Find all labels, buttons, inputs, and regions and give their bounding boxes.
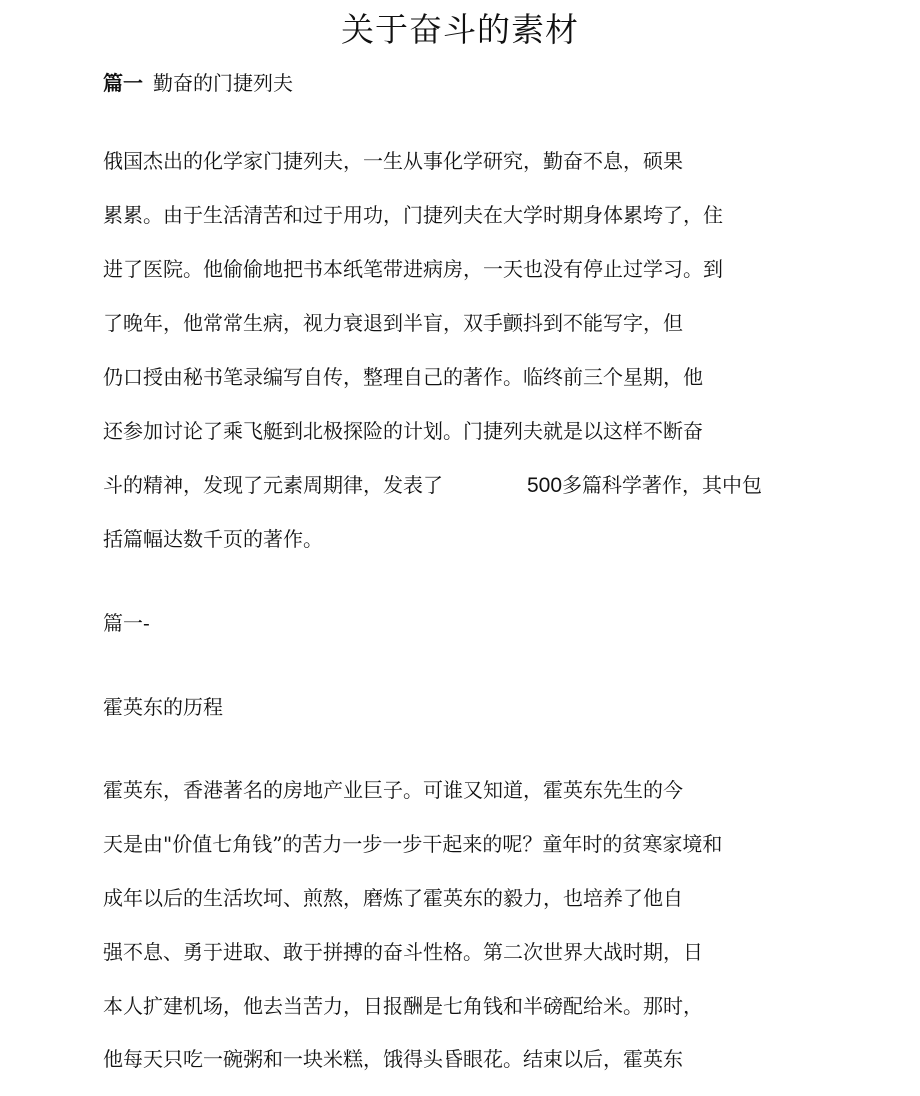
paragraph1-line-7-start: 斗的精神，发现了元素周期律，发表了 (103, 473, 443, 497)
section1-heading (103, 68, 293, 98)
paragraph2-line-1: 霍英东，香港著名的房地产业巨子。可谁又知道，霍英东先生的今 (103, 778, 683, 802)
paragraph1-line-8: 括篇幅达数千页的著作。 (103, 527, 323, 551)
document-title: 关于奋斗的素材 (341, 10, 579, 49)
section2-heading: 霍英东的历程 (103, 695, 223, 719)
paragraph1-line-4: 了晚年，他常常生病，视力衰退到半盲，双手颤抖到不能写字，但 (103, 311, 683, 335)
paragraph2-line-4: 强不息、勇于进取、敢于拼搏的奋斗性格。第二次世界大战时期，日 (103, 940, 703, 964)
paragraph1-line-2: 累累。由于生活清苦和过于用功，门捷列夫在大学时期身体累垮了，住 (103, 203, 723, 227)
paragraph2-line-3: 成年以后的生活坎坷、煎熬，磨炼了霍英东的毅力，也培养了他自 (103, 886, 683, 910)
paragraph1-line-7-number: 500 (527, 474, 563, 497)
paragraph1-line-3: 进了医院。他偷偷地把书本纸笔带进病房，一天也没有停止过学习。到 (103, 257, 723, 281)
section2-label: 篇一- (103, 611, 150, 635)
paragraph1-line-7-end: 多篇科学著作，其中包 (562, 473, 763, 497)
paragraph1-line-1: 俄国杰出的化学家门捷列夫，一生从事化学研究，勤奋不息，硕果 (103, 149, 683, 173)
paragraph1-line-5: 仍口授由秘书笔录编写自传，整理自己的著作。临终前三个星期，他 (103, 365, 703, 389)
section1-label: 篇一 (103, 71, 143, 95)
paragraph2-line-2: 天是由"价值七角钱”的苦力一步一步干起来的呢？童年时的贫寒家境和 (103, 832, 723, 856)
paragraph2-line-5: 本人扩建机场，他去当苦力，日报酬是七角钱和半磅配给米。那时， (103, 994, 703, 1018)
paragraph1-line-6: 还参加讨论了乘飞艇到北极探险的计划。门捷列夫就是以这样不断奋 (103, 419, 703, 443)
paragraph2-line-6: 他每天只吃一碗粥和一块米糕，饿得头昏眼花。结束以后，霍英东 (103, 1047, 683, 1071)
section1-heading-text: 勤奋的门捷列夫 (153, 71, 293, 95)
paragraph1-line-7 (103, 470, 762, 501)
